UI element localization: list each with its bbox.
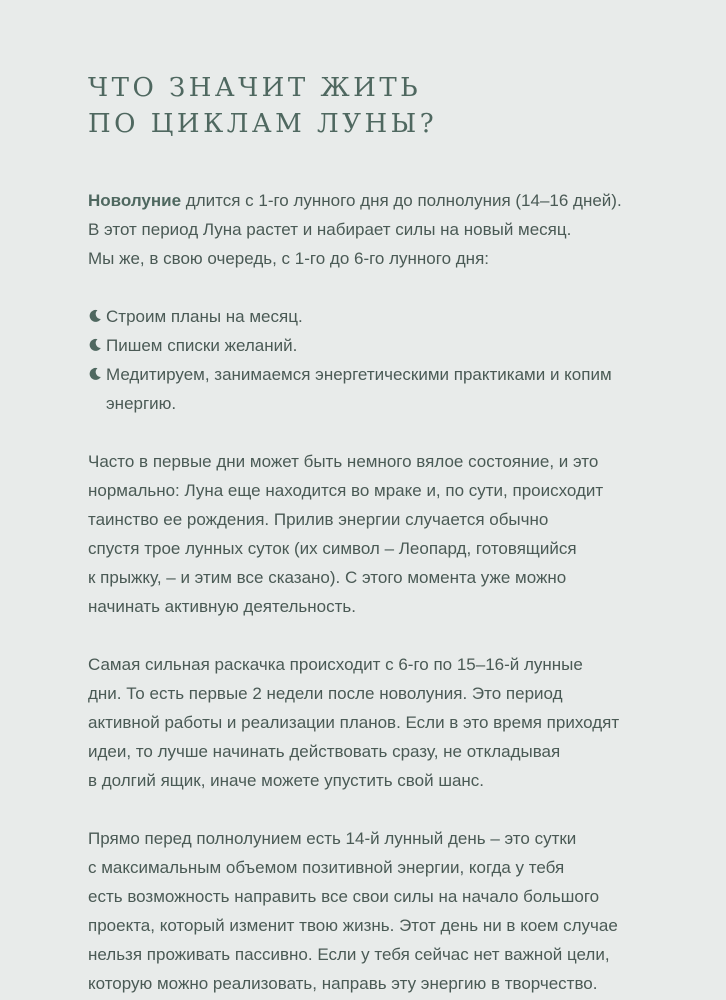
paragraph-line: нельзя проживать пассивно. Если у тебя сейчас нет важной цели, <box>88 945 610 964</box>
new-moon-term: Новолуние <box>88 191 182 210</box>
paragraph-line: которую можно реализовать, направь эту энергию в творчество. <box>88 974 598 993</box>
list-item <box>88 302 688 331</box>
paragraph-strongest-period <box>88 650 688 795</box>
intro-line-2: В этот период Луна растет и набирает силы на новый месяц. <box>88 220 572 239</box>
intro-paragraph <box>88 186 688 273</box>
list-item-text: Пишем списки желаний. <box>106 336 298 355</box>
intro-line-1-rest: длится с 1-го лунного дня до полнолуния (14–16 дней). <box>181 191 622 210</box>
paragraph-line: проекта, который изменит твою жизнь. Этот день ни в коем случае <box>88 916 618 935</box>
paragraph-line: нормально: Луна еще находится во мраке и, по сути, происходит <box>88 481 604 500</box>
paragraph-line: дни. То есть первые 2 недели после новолуния. Это период <box>88 684 563 703</box>
list-item <box>88 331 688 360</box>
page-title-line-2: ПО ЦИКЛАМ ЛУНЫ? <box>88 109 438 139</box>
list-item-text: Строим планы на месяц. <box>106 307 303 326</box>
intro-line-1 <box>88 186 688 215</box>
page-title-line-1: ЧТО ЗНАЧИТ ЖИТЬ <box>88 73 422 103</box>
paragraph-line: с максимальным объемом позитивной энергии, когда у тебя <box>88 858 565 877</box>
paragraph-line: есть возможность направить все свои силы на начало большого <box>88 887 600 906</box>
list-item-text: Медитируем, занимаемся энергетическими практиками и копим <box>106 365 612 384</box>
paragraph-line: спустя трое лунных суток (их символ – Леопард, готовящийся <box>88 539 577 558</box>
paragraph-line: Часто в первые дни может быть немного вялое состояние, и это <box>88 452 599 471</box>
list-item-text-continued: энергию. <box>106 394 177 413</box>
paragraph-fourteenth-day <box>88 824 688 998</box>
page-content <box>88 70 688 998</box>
paragraph-line: идеи, то лучше начинать действовать сразу, не откладывая <box>88 742 561 761</box>
paragraph-line: Прямо перед полнолунием есть 14-й лунный день – это сутки <box>88 829 577 848</box>
paragraph-line: к прыжку, – и этим все сказано). С этого момента уже можно <box>88 568 567 587</box>
intro-line-3: Мы же, в свою очередь, с 1-го до 6-го лунного дня: <box>88 249 490 268</box>
new-moon-activities-list <box>88 302 688 418</box>
paragraph-line: таинство ее рождения. Прилив энергии случается обычно <box>88 510 549 529</box>
paragraph-early-days <box>88 447 688 621</box>
crescent-moon-icon <box>88 309 102 323</box>
paragraph-line: активной работы и реализации планов. Если в это время приходят <box>88 713 620 732</box>
crescent-moon-icon <box>88 367 102 381</box>
paragraph-line: в долгий ящик, иначе можете упустить свой шанс. <box>88 771 485 790</box>
page-title <box>88 70 688 142</box>
crescent-moon-icon <box>88 338 102 352</box>
list-item <box>88 360 688 418</box>
paragraph-line: начинать активную деятельность. <box>88 597 356 616</box>
paragraph-line: Самая сильная раскачка происходит с 6-го по 15–16-й лунные <box>88 655 583 674</box>
